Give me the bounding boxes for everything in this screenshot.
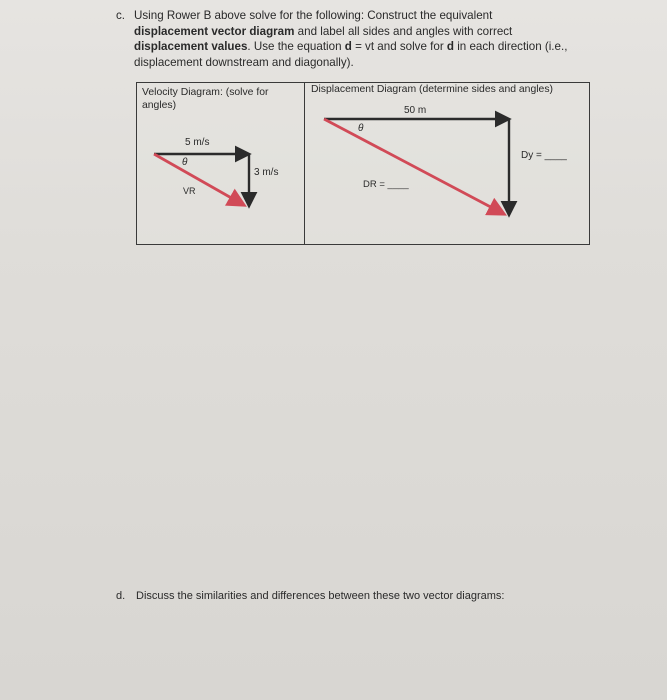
question-c xyxy=(116,8,616,70)
diagram-table xyxy=(136,82,590,245)
displacement-angle-label: θ xyxy=(358,123,364,134)
question-c-text: Using Rower B above solve for the following: Construct the equivalent displacement vector diagram and label all sides and angles with correct displacement values. Use the equation d = vt and solve for d in each direction (i.e., displacement downstream and diagonally). xyxy=(134,9,568,69)
displacement-diagram xyxy=(137,83,589,244)
velocity-side-label: 3 m/s xyxy=(254,167,279,178)
question-d-number: d. xyxy=(116,590,126,602)
question-d-text: Discuss the similarities and differences between these two vector diagrams: xyxy=(136,590,505,602)
velocity-diagram-title: Velocity Diagram: (solve for angles) xyxy=(142,87,269,111)
question-c-number: c. xyxy=(116,9,126,22)
velocity-top-label: 5 m/s xyxy=(185,137,210,148)
displacement-top-label: 50 m xyxy=(404,105,427,116)
velocity-resultant-label: VR xyxy=(183,186,196,196)
displacement-resultant-label: DR = ____ xyxy=(363,179,409,190)
question-d xyxy=(116,590,504,602)
velocity-angle-label: θ xyxy=(182,157,188,168)
displacement-diagram-title: Displacement Diagram (determine sides and angles) xyxy=(311,84,553,95)
displacement-resultant-vector xyxy=(324,119,502,213)
bleed-through-text xyxy=(120,275,124,290)
displacement-side-label: Dy = ____ xyxy=(521,150,567,161)
